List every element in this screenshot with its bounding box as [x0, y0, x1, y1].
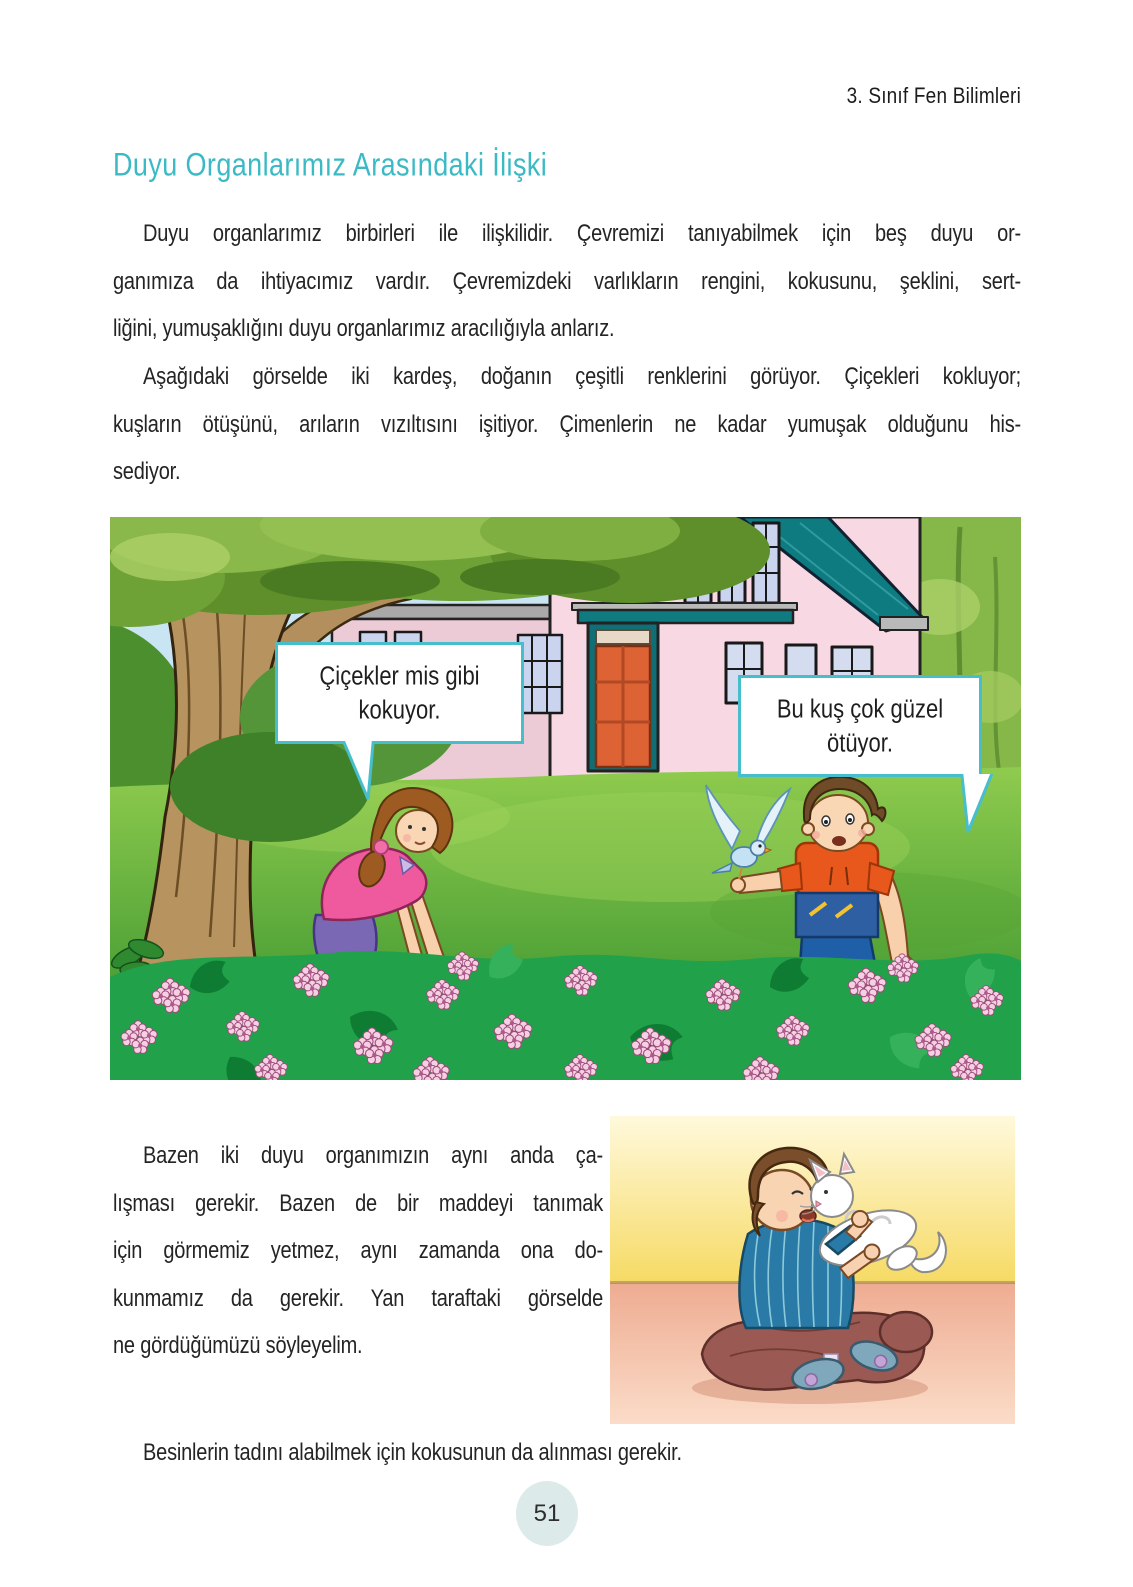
bubble-tail: [338, 741, 581, 837]
bubble-line: ötüyor.: [826, 727, 894, 758]
paragraph-line: sediyor.: [113, 458, 181, 486]
bubble-line: kokuyor.: [358, 694, 441, 725]
paragraph-line: Aşağıdaki görselde iki kardeş, doğanın çeşitli renklerini görüyor. Çiçekleri kokluyor;: [143, 363, 1021, 391]
speech-bubble-girl: [275, 642, 524, 744]
bubble-line: Bu kuş çok güzel: [776, 693, 944, 724]
third-paragraph: [113, 1133, 603, 1371]
boy-cat-illustration: [610, 1116, 1015, 1424]
bubble-line: Çiçekler mis gibi: [319, 660, 480, 691]
paragraph-line: kunmamız da gerekir. Yan taraftaki görselde: [113, 1284, 603, 1312]
paragraph-line: Bazen iki duyu organımızın aynı anda ça-: [143, 1142, 603, 1170]
paragraph-line: ne gördüğümüzü söyleyelim.: [113, 1332, 363, 1360]
front-door: [588, 623, 658, 771]
page-number: 51: [533, 1499, 561, 1527]
speech-bubble-boy: [738, 675, 982, 777]
boy-cat-scene: [610, 1116, 1015, 1424]
paragraph-line: ganımıza da ihtiyacımız vardır. Çevremizdeki varlıkların rengini, kokusunu, şeklini, sert-: [113, 267, 1021, 295]
page-title: Duyu Organlarımız Arasındaki İlişki: [113, 146, 548, 183]
roof-eave: [880, 617, 928, 630]
second-paragraph: [113, 354, 1021, 497]
paragraph-line: Duyu organlarımız birbirleri ile ilişkilidir. Çevremizi tanıyabilmek için beş duyu or-: [143, 220, 1021, 248]
garden-illustration: [110, 517, 1021, 1080]
closing-sentence: [113, 1430, 1021, 1478]
paragraph-line: Besinlerin tadını alabilmek için kokusunun da alınması gerekir.: [143, 1439, 682, 1467]
intro-paragraph: [113, 211, 1021, 354]
hair-bow: [374, 840, 388, 854]
paragraph-line: için görmemiz yetmez, aynı zamanda ona do-: [113, 1237, 603, 1265]
bubble-tail: [959, 774, 1133, 870]
paragraph-line: liğini, yumuşaklığını duyu organlarımız aracılığıyla anlarız.: [113, 315, 615, 343]
paragraph-line: kuşların ötüşünü, arıların vızıltısını işitiyor. Çimenlerin ne kadar yumuşak olduğunu his-: [113, 410, 1021, 438]
page-number-badge: [516, 1481, 578, 1546]
paragraph-line: lışması gerekir. Bazen de bir maddeyi tanımak: [113, 1189, 603, 1217]
page-header: 3. Sınıf Fen Bilimleri: [846, 84, 1021, 109]
awning: [578, 610, 793, 623]
flower-bed: [110, 940, 1021, 1080]
